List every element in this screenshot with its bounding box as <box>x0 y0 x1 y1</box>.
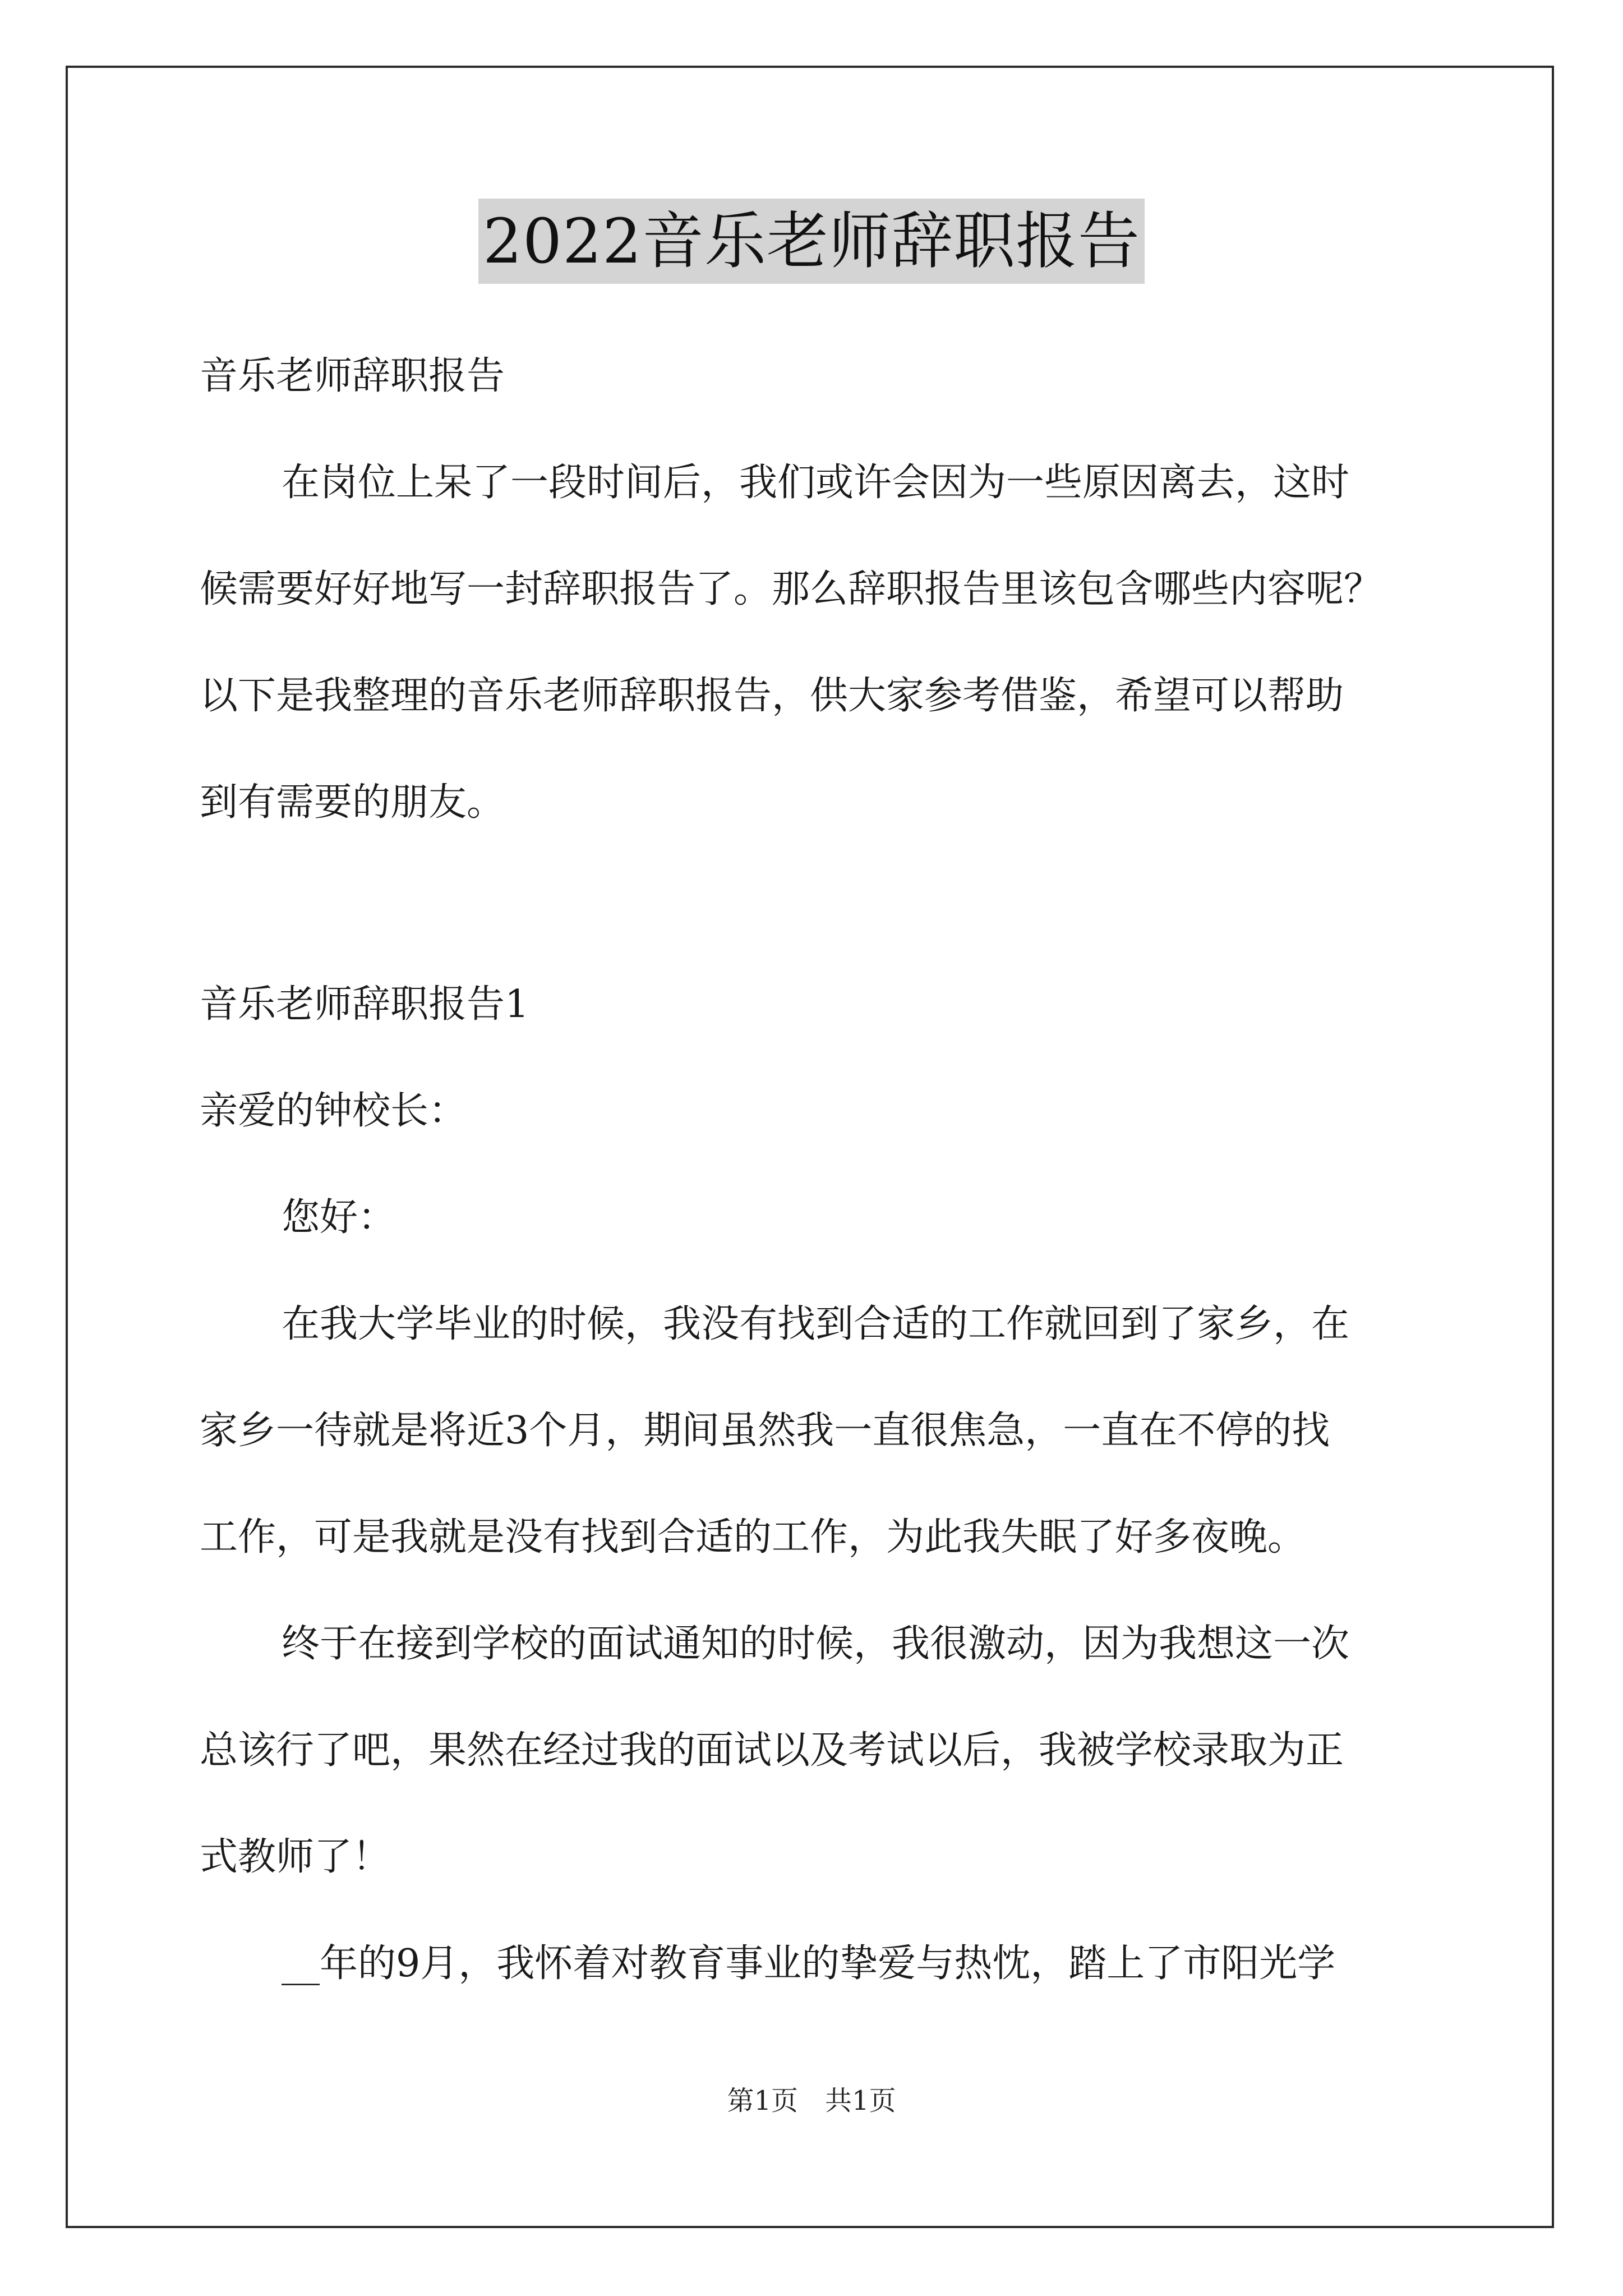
paragraph-line: 候需要好好地写一封辞职报告了。那么辞职报告里该包含哪些内容呢？ <box>200 567 1382 611</box>
paragraph-line: 工作，可是我就是没有找到合适的工作，为此我失眠了好多夜晚。 <box>200 1515 1306 1559</box>
section-heading <box>200 951 1433 1058</box>
page-footer: 第1页 共1页 <box>727 2085 896 2116</box>
paragraph-line: 以下是我整理的音乐老师辞职报告，供大家参考借鉴，希望可以帮助 <box>200 674 1344 718</box>
paragraph-line: 到有需要的朋友。 <box>200 780 505 825</box>
paragraph-line: __年的9月，我怀着对教育事业的挚爱与热忱，踏上了市阳光学 <box>282 1941 1336 1986</box>
paragraph-line: 在我大学毕业的时候，我没有找到合适的工作就回到了家乡，在 <box>282 1302 1350 1346</box>
paragraph-line: 总该行了吧，果然在经过我的面试以及考试以后，我被学校录取为正 <box>200 1728 1344 1773</box>
greeting-text: 您好： <box>282 1195 396 1240</box>
salutation-text: 亲爱的钟校长： <box>200 1089 467 1133</box>
section-heading-text: 音乐老师辞职报告1 <box>200 982 529 1027</box>
document-title: 2022音乐老师辞职报告 <box>478 199 1145 284</box>
body-paragraph-1 <box>200 1271 1433 1591</box>
subtitle <box>200 323 1433 430</box>
salutation <box>200 1058 1433 1165</box>
paragraph-line: 式教师了！ <box>200 1835 391 1879</box>
intro-paragraph <box>200 430 1433 856</box>
paragraph-line: 家乡一待就是将近3个月，期间虽然我一直很焦急，一直在不停的找 <box>200 1409 1330 1453</box>
title-container <box>0 199 1623 284</box>
paragraph-line: 终于在接到学校的面试通知的时候，我很激动，因为我想这一次 <box>282 1622 1350 1666</box>
paragraph-line: 在岗位上呆了一段时间后，我们或许会因为一些原因离去，这时 <box>282 461 1350 505</box>
subtitle-text: 音乐老师辞职报告 <box>200 354 505 398</box>
greeting <box>200 1165 1433 1271</box>
body-paragraph-2 <box>200 1591 1433 1911</box>
body-paragraph-3 <box>200 1911 1433 2017</box>
